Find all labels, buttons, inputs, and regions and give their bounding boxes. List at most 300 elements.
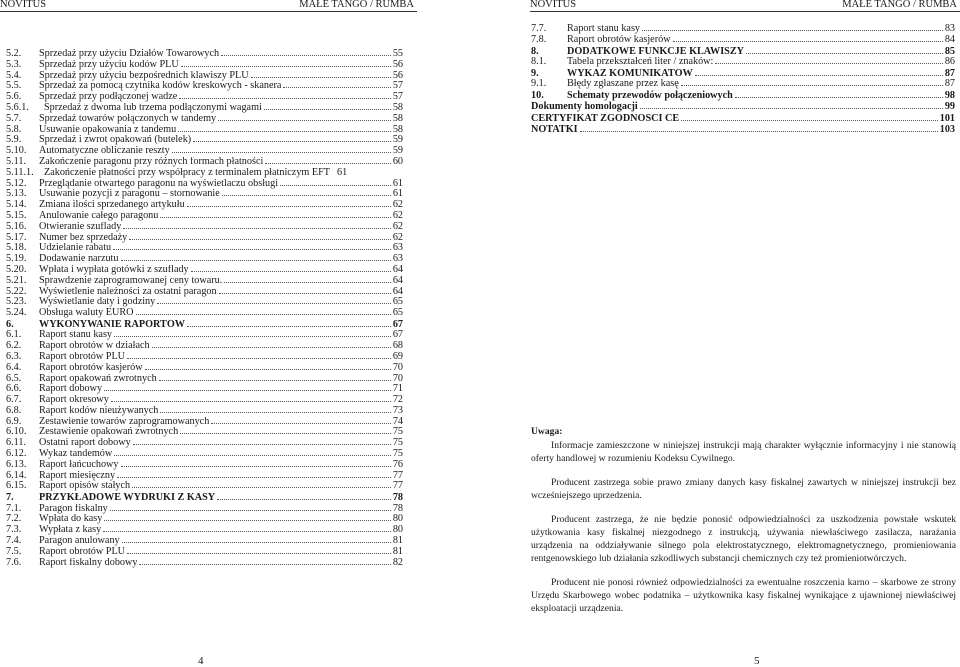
toc-entry-title: Wykaz tandemów (39, 449, 113, 460)
toc-dot-leader (145, 369, 391, 370)
toc-entry-page: 63 (392, 242, 403, 254)
toc-entry-number: 6.8. (6, 404, 22, 416)
toc-entry-page: 87 (944, 78, 955, 90)
toc-entry-number: 5.17. (6, 231, 27, 243)
toc-entry-title: Obsługa waluty EURO (39, 308, 134, 319)
toc-dot-leader (715, 63, 942, 64)
toc-entry-number: 7.4. (6, 535, 22, 547)
toc-dot-leader (114, 336, 391, 337)
toc-entry-number: 5.15. (6, 209, 27, 221)
toc-entry (6, 460, 403, 471)
toc-entry-page: 85 (944, 45, 955, 57)
toc-entry (6, 287, 403, 298)
toc-entry-title: Zestawienie towarów zaprogramowanych (39, 416, 210, 427)
toc-entry-title: NOTATKI (531, 124, 578, 136)
toc-entry (6, 384, 403, 395)
toc-entry-page: 57 (392, 80, 403, 92)
toc-entry-page: 56 (392, 69, 403, 81)
toc-dot-leader (580, 131, 938, 132)
toc-dot-leader (110, 510, 391, 511)
left-page-number: 4 (198, 655, 204, 667)
toc-dot-leader (280, 185, 391, 186)
toc-entry (531, 57, 955, 68)
toc-entry-number: 6.6. (6, 383, 22, 395)
toc-entry-number: 6.11. (6, 437, 26, 449)
toc-dot-leader (264, 109, 391, 110)
toc-entry (6, 427, 403, 438)
toc-entry-title: Sprzedaż przy podłączonej wadze (39, 92, 178, 103)
toc-entry-number: 5.14. (6, 199, 27, 211)
toc-dot-leader (104, 390, 391, 391)
toc-entry-page: 98 (944, 89, 955, 101)
toc-entry-title: WYKAZ KOMUNIKATÓW (567, 67, 693, 79)
toc-entry-number: 10. (531, 89, 544, 101)
toc-dot-leader (180, 433, 391, 434)
toc-dot-leader (139, 564, 390, 565)
toc-entry (6, 352, 403, 363)
toc-entry-number: 9. (531, 67, 539, 79)
toc-dot-leader (735, 97, 943, 98)
toc-entry (6, 81, 403, 92)
toc-entry-page: 75 (392, 448, 403, 460)
toc-entry-page: 63 (392, 253, 403, 265)
toc-entry-title: Paragon anulowany (39, 536, 120, 547)
toc-dot-leader (695, 75, 943, 76)
toc-entry (6, 330, 403, 341)
toc-entry (6, 547, 403, 558)
toc-entry-page: 59 (392, 134, 403, 146)
toc-entry-title: Wypłata z kasy (39, 525, 102, 536)
toc-entry-title: Sprzedaż z dwoma lub trzema podłączonymi wagami (44, 102, 262, 113)
toc-entry-page: 78 (392, 492, 403, 504)
toc-entry-title: Wpłata i wypłata gotówki z szuflady (39, 264, 189, 275)
toc-entry (6, 481, 403, 492)
left-header-title: NOVITUS (0, 0, 47, 10)
toc-entry-title: Sprzedaż za pomocą czytnika kodów kreskowych - skanera (39, 81, 282, 92)
toc-entry-title: Tabela przekształceń liter / znaków: (567, 56, 714, 67)
right-table-of-contents (531, 24, 955, 136)
toc-entry-page: 62 (392, 209, 403, 221)
notice-paragraph: Producent zastrzega, że nie będzie ponosić odpowiedzialności za uszkodzenia powstałe wskutek użytkowania kasy fiskalnej niezgodnego z instrukcją, używania niewłaściwego zasilacza, narażania urządzenia na oddziaływanie silnego pola elektrostatycznego, elektromagnetycznego, promieniowania rentgenowskiego lub działania szkodliwych substancji chemicznych czy też promieniotwórczych. (531, 514, 956, 564)
toc-entry-title: Sprzedaż przy użyciu bezpośrednich klawiszy PLU (39, 70, 249, 81)
toc-entry-title: Zestawienie opakowań zwrotnych (39, 427, 179, 438)
toc-dot-leader (152, 347, 391, 348)
toc-entry-page: 76 (392, 458, 403, 470)
toc-entry-page: 77 (392, 469, 403, 481)
left-page-header (0, 0, 417, 12)
toc-entry (6, 114, 403, 125)
toc-entry-page: 78 (392, 502, 403, 514)
toc-entry-number: 6.3. (6, 350, 22, 362)
toc-dot-leader (221, 55, 391, 56)
left-header-subtitle: MAŁE TANGO / RUMBA (299, 0, 414, 10)
toc-entry-number: 7.8. (531, 33, 547, 45)
toc-entry-number: 5.11. (6, 155, 26, 167)
notice-paragraph: Informacje zamieszczone w niniejszej instrukcji mają charakter wyłącznie informacyjny i nie stanowią oferty handlowej w rozumieniu Kodeksu Cywilnego. (531, 440, 956, 464)
toc-entry (6, 297, 403, 308)
toc-entry-page: 58 (392, 112, 403, 124)
toc-entry (6, 49, 403, 60)
toc-entry-number: 6. (6, 318, 14, 330)
toc-entry-number: 9.1. (531, 78, 547, 90)
toc-entry (6, 125, 403, 136)
toc-dot-leader (746, 53, 943, 54)
toc-entry (531, 124, 955, 135)
toc-entry-title: CERTYFIKAT ZGODNOŚCI CE (531, 112, 680, 124)
toc-entry-title: Raport opisów stałych (39, 481, 131, 492)
toc-entry-title: Wyświetlanie daty i godziny (39, 297, 156, 308)
toc-entry-title: Sprawdzenie zaprogramowanej ceny towaru. (39, 275, 223, 286)
toc-entry-title: DODATKOWE FUNKCJE KLAWISZY (567, 45, 744, 57)
toc-entry-title: Sprzedaż przy użyciu kodów PLU (39, 59, 179, 70)
toc-entry-number: 5.22. (6, 285, 27, 297)
toc-entry-number: 5.9. (6, 134, 22, 146)
toc-entry (6, 276, 403, 287)
toc-dot-leader (211, 423, 391, 424)
toc-entry-title: Raport obrotów kasjerów (39, 362, 143, 373)
toc-entry-title: Ostatni raport dobowy (39, 438, 131, 449)
toc-dot-leader (191, 271, 391, 272)
toc-dot-leader (123, 228, 390, 229)
toc-entry-title: Raport okresowy (39, 395, 109, 406)
toc-entry-page: 71 (392, 383, 403, 395)
toc-entry (6, 233, 403, 244)
toc-entry (6, 471, 403, 482)
toc-dot-leader (251, 77, 391, 78)
toc-entry-title: Zmiana ilości sprzedanego artykułu (39, 200, 185, 211)
toc-entry-page: 72 (392, 394, 403, 406)
right-header-title: NOVITUS (530, 0, 577, 10)
toc-entry-number: 5.8. (6, 123, 22, 135)
toc-entry-number: 5.7. (6, 112, 22, 124)
toc-entry-page: 65 (392, 307, 403, 319)
toc-entry-page: 103 (939, 124, 955, 136)
toc-entry-page: 101 (939, 112, 955, 124)
toc-entry (531, 101, 955, 112)
toc-entry-title: Dodawanie narzutu (39, 254, 119, 265)
toc-dot-leader (113, 249, 391, 250)
toc-entry-page: 77 (392, 480, 403, 492)
toc-entry-page: 62 (392, 220, 403, 232)
toc-entry-number: 6.1. (6, 329, 22, 341)
toc-entry-title: Schematy przewodów połączeniowych (567, 89, 733, 101)
toc-entry-page: 67 (392, 329, 403, 341)
toc-entry-number: 5.6.1. (6, 101, 29, 113)
toc-dot-leader (217, 499, 391, 500)
toc-dot-leader (157, 303, 391, 304)
toc-entry-number: 6.4. (6, 361, 22, 373)
toc-entry-page: 83 (944, 23, 955, 34)
toc-entry (6, 449, 403, 460)
toc-entry (531, 35, 955, 46)
toc-entry (6, 265, 403, 276)
toc-dot-leader (218, 120, 391, 121)
toc-entry-number: 8. (531, 45, 539, 57)
toc-dot-leader (187, 326, 391, 327)
toc-entry-title: Paragon fiskalny (39, 503, 108, 514)
toc-entry-number: 7.2. (6, 513, 22, 525)
notice-section (531, 425, 956, 626)
toc-dot-leader (181, 66, 391, 67)
toc-entry-title: Błędy zgłaszane przez kasę (567, 79, 679, 90)
toc-entry-number: 5.10. (6, 145, 27, 157)
toc-dot-leader (160, 412, 390, 413)
toc-entry-page: 81 (392, 535, 403, 547)
toc-entry-number: 6.15. (6, 480, 27, 492)
toc-dot-leader (193, 141, 391, 142)
toc-dot-leader (642, 30, 943, 31)
toc-dot-leader (172, 152, 391, 153)
toc-entry (6, 200, 403, 211)
toc-dot-leader (122, 542, 391, 543)
toc-entry-page: 60 (392, 155, 403, 167)
toc-entry-number: 5.21. (6, 274, 27, 286)
toc-entry-title: Raport obrotów w działach (39, 341, 150, 352)
toc-entry-title: Raport obrotów PLU (39, 351, 126, 362)
toc-entry-title: Automatyczne obliczanie reszty (39, 146, 170, 157)
toc-entry-title: Sprzedaż przy użyciu Działów Towarowych (39, 49, 220, 59)
toc-entry (6, 60, 403, 71)
toc-entry-page: 80 (392, 524, 403, 536)
toc-dot-leader (283, 87, 390, 88)
toc-dot-leader (132, 487, 391, 488)
toc-entry-page: 73 (392, 404, 403, 416)
toc-entry-number: 7.5. (6, 545, 22, 557)
toc-entry-page: 58 (392, 123, 403, 135)
toc-entry-title: Wpłata do kasy (39, 514, 103, 525)
toc-entry-page: 64 (392, 263, 403, 275)
toc-entry (6, 319, 403, 330)
toc-dot-leader (121, 260, 391, 261)
toc-entry-page: 58 (392, 101, 403, 113)
toc-entry-page: 64 (392, 274, 403, 286)
right-page-header (530, 0, 960, 12)
toc-entry-page: 55 (392, 48, 403, 59)
toc-dot-leader (114, 455, 391, 456)
left-table-of-contents (6, 49, 403, 568)
toc-entry-title: Raport kodów nieużywanych (39, 405, 159, 416)
toc-entry-title: Wyświetlenie należności za ostatni paragon (39, 286, 217, 297)
toc-entry-number: 5.18. (6, 242, 27, 254)
toc-dot-leader (178, 131, 391, 132)
right-header-subtitle: MAŁE TANGO / RUMBA (842, 0, 957, 10)
toc-dot-leader (673, 41, 943, 42)
toc-entry (6, 536, 403, 547)
toc-dot-leader (121, 466, 391, 467)
toc-entry-number: 5.11.1. (6, 166, 34, 178)
toc-dot-leader (103, 531, 391, 532)
toc-entry (6, 558, 403, 569)
toc-dot-leader (133, 444, 391, 445)
toc-entry-title: Numer bez sprzedaży (39, 232, 128, 243)
toc-dot-leader (222, 195, 391, 196)
toc-entry-title: Usuwanie pozycji z paragonu – stornowanie (39, 189, 220, 200)
toc-entry-number: 6.10. (6, 426, 27, 438)
toc-entry-number: 5.23. (6, 296, 27, 308)
toc-entry-page: 87 (944, 67, 955, 79)
toc-entry-number: 6.2. (6, 340, 22, 352)
toc-entry-title: WYKONYWANIE RAPORTÓW (39, 318, 185, 330)
toc-entry (6, 417, 403, 428)
toc-entry-page: 74 (392, 415, 403, 427)
toc-entry-title: Udzielanie rabatu (39, 243, 112, 254)
toc-entry-page: 84 (944, 33, 955, 45)
toc-entry-title: Raport miesięczny (39, 470, 116, 481)
toc-dot-leader (111, 401, 391, 402)
toc-dot-leader (160, 217, 390, 218)
toc-dot-leader (640, 108, 943, 109)
toc-dot-leader (219, 293, 391, 294)
toc-entry-title: Raport opakowań zwrotnych (39, 373, 157, 384)
notice-paragraph: Producent zastrzega sobie prawo zmiany danych kasy fiskalnej zawartych w niniejszej instrukcji bez wcześniejszego uprzedzenia. (531, 477, 956, 501)
toc-entry (6, 438, 403, 449)
toc-entry-number: 5.5. (6, 80, 22, 92)
toc-entry-number: 7.1. (6, 502, 22, 514)
toc-entry-number: 7.3. (6, 524, 22, 536)
toc-entry-page: 61 (337, 166, 348, 178)
toc-entry-number: 6.9. (6, 415, 22, 427)
toc-entry-title: Sprzedaż i zwrot opakowań (butelek) (39, 135, 192, 146)
toc-entry-page: 67 (392, 318, 403, 330)
notice-paragraph: Producent nie ponosi również odpowiedzialności za ewentualne roszczenia karno – skarbowe ze strony Urzędu Skarbowego wobec podatnika – użytkownika kasy fiskalnej wynikające z ujawnionej niewłaściwej eksploatacji urządzenia. (531, 577, 956, 614)
toc-entry-title: Dokumenty homologacji (531, 101, 638, 113)
toc-entry (6, 146, 403, 157)
toc-dot-leader (681, 120, 938, 121)
toc-entry-number: 6.12. (6, 448, 27, 460)
toc-entry-title: Raport stanu kasy (39, 330, 112, 341)
toc-entry (531, 113, 955, 124)
toc-entry (6, 254, 403, 265)
toc-entry-page: 65 (392, 296, 403, 308)
toc-entry (6, 135, 403, 146)
toc-entry-page: 86 (944, 55, 955, 67)
toc-entry (6, 341, 403, 352)
toc-dot-leader (224, 282, 391, 283)
toc-entry (531, 90, 955, 101)
toc-entry-page: 80 (392, 513, 403, 525)
toc-entry-number: 5.6. (6, 91, 22, 103)
toc-entry-title: Sprzedaż towarów połączonych w tandemy (39, 113, 217, 124)
toc-entry (6, 308, 403, 319)
toc-entry-page: 62 (392, 199, 403, 211)
toc-entry-page: 64 (392, 285, 403, 297)
toc-entry-number: 6.13. (6, 458, 27, 470)
toc-entry (531, 46, 955, 57)
toc-dot-leader (127, 553, 391, 554)
toc-entry (6, 525, 403, 536)
toc-entry-number: 5.13. (6, 188, 27, 200)
toc-entry-title: Raport obrotów PLU (39, 546, 126, 557)
toc-entry-page: 75 (392, 426, 403, 438)
toc-entry-number: 7. (6, 492, 14, 504)
toc-entry-title: Raport dobowy (39, 384, 103, 395)
toc-entry (6, 189, 403, 200)
toc-entry-title: Raport fiskalny dobowy (39, 557, 138, 568)
toc-dot-leader (104, 520, 390, 521)
toc-entry-number: 5.24. (6, 307, 27, 319)
toc-dot-leader (681, 85, 943, 86)
toc-entry-title: PRZYKŁADOWE WYDRUKI Z KASY (39, 492, 216, 504)
toc-entry-page: 99 (944, 101, 955, 113)
toc-entry-page: 62 (392, 231, 403, 243)
toc-entry-title: Anulowanie całego paragonu (39, 210, 159, 221)
toc-entry (6, 504, 403, 515)
toc-entry (6, 92, 403, 103)
toc-entry (6, 374, 403, 385)
toc-entry-page: 75 (392, 437, 403, 449)
toc-entry-number: 7.6. (6, 556, 22, 568)
toc-dot-leader (187, 206, 391, 207)
toc-entry-page: 59 (392, 145, 403, 157)
toc-entry (6, 514, 403, 525)
toc-entry-page: 69 (392, 350, 403, 362)
toc-dot-leader (265, 163, 391, 164)
toc-entry (6, 179, 403, 190)
toc-entry (6, 211, 403, 222)
toc-entry (6, 168, 403, 179)
toc-entry-number: 8.1. (531, 55, 547, 67)
toc-entry-number: 6.7. (6, 394, 22, 406)
toc-entry-number: 5.12. (6, 177, 27, 189)
toc-entry-number: 5.19. (6, 253, 27, 265)
toc-entry-page: 61 (392, 177, 403, 189)
toc-entry (531, 68, 955, 79)
toc-entry-title: Zakończenie paragonu przy różnych formach płatności (39, 156, 264, 167)
toc-entry-page: 70 (392, 372, 403, 384)
toc-entry-page: 70 (392, 361, 403, 373)
notice-heading: Uwaga: (531, 426, 563, 437)
toc-dot-leader (159, 380, 391, 381)
toc-entry-page: 56 (392, 58, 403, 70)
toc-entry (531, 79, 955, 90)
toc-entry-page: 81 (392, 545, 403, 557)
toc-entry-page: 68 (392, 340, 403, 352)
toc-entry-title: Usuwanie opakowania z tandemu (39, 124, 177, 135)
toc-entry (6, 492, 403, 503)
toc-entry-number: 7.7. (531, 23, 547, 34)
toc-dot-leader (136, 314, 391, 315)
toc-entry (531, 24, 955, 35)
toc-entry (6, 103, 403, 114)
toc-entry (6, 71, 403, 82)
toc-entry (6, 222, 403, 233)
toc-dot-leader (129, 239, 391, 240)
toc-entry-number: 5.4. (6, 69, 22, 81)
toc-entry-number: 5.2. (6, 48, 22, 59)
toc-entry-page: 61 (392, 188, 403, 200)
toc-entry-title: Raport łańcuchowy (39, 459, 119, 470)
toc-entry (6, 363, 403, 374)
toc-dot-leader (117, 477, 391, 478)
toc-entry (6, 243, 403, 254)
toc-entry-number: 5.3. (6, 58, 22, 70)
toc-entry-title: Otwieranie szuflady (39, 221, 122, 232)
toc-entry-title: Raport obrotów kasjerów (567, 34, 671, 45)
toc-entry-page: 57 (392, 91, 403, 103)
toc-dot-leader (127, 358, 391, 359)
toc-entry-number: 5.16. (6, 220, 27, 232)
toc-entry-number: 5.20. (6, 263, 27, 275)
toc-entry-title: Zakończenie płatności przy współpracy z terminalem płatniczym EFT (44, 167, 330, 178)
toc-entry-title: Przeglądanie otwartego paragonu na wyświetlaczu obsługi (39, 178, 279, 189)
toc-entry (6, 406, 403, 417)
toc-entry-number: 6.14. (6, 469, 27, 481)
toc-entry-number: 6.5. (6, 372, 22, 384)
right-page-number: 5 (754, 655, 760, 667)
toc-entry-page: 82 (392, 556, 403, 568)
toc-dot-leader (179, 98, 391, 99)
toc-entry (6, 395, 403, 406)
